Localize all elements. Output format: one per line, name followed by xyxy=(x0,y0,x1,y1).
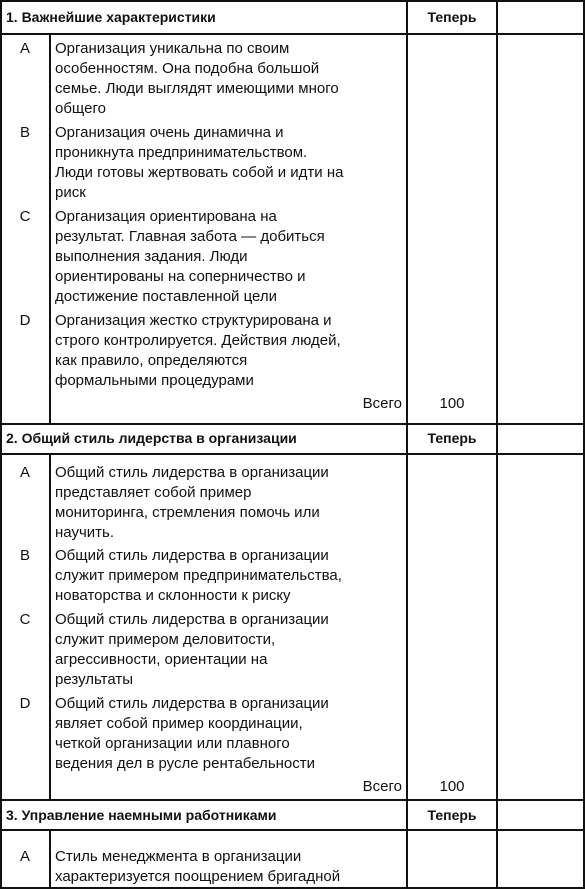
s1-item-a-line-4: общего xyxy=(55,100,106,117)
s2-item-c-line-2: служит примером деловитости, xyxy=(55,631,276,648)
s2-item-d-letter: D xyxy=(19,695,31,712)
section-2-now-label: Теперь xyxy=(427,430,477,446)
s2-item-d-line-4: ведения дел в русле рентабельности xyxy=(55,755,316,772)
section-3-title: 3. Управление наемными работниками xyxy=(6,807,277,823)
s1-item-c-line-2: результат. Главная забота — добиться xyxy=(55,228,325,245)
s1-item-a-line-3: семье. Люди выглядят имеющими много xyxy=(55,80,339,97)
s2-item-c-letter: C xyxy=(19,611,31,628)
section-1-now-label: Теперь xyxy=(427,9,477,25)
s2-item-a-line-4: научить. xyxy=(55,524,115,541)
s1-item-d-line-3: как правило, определяются xyxy=(55,352,248,369)
s3-item-a-letter: A xyxy=(19,848,30,865)
s1-total-value: 100 xyxy=(439,395,465,412)
s1-item-c-letter: C xyxy=(19,208,31,225)
s1-item-a-letter: A xyxy=(19,40,30,57)
s2-item-b-line-3: новаторства и склонности к риску xyxy=(55,587,291,604)
s2-item-a-line-1: Общий стиль лидерства в организации xyxy=(55,464,329,481)
s1-item-d-letter: D xyxy=(19,312,31,329)
s1-item-d-line-4: формальными процедурами xyxy=(55,372,254,389)
s1-item-b-line-2: проникнута предпринимательством. xyxy=(55,144,308,161)
rule-col-extra xyxy=(496,0,498,889)
s2-item-b-line-2: служит примером предпринимательства, xyxy=(55,567,342,584)
s2-item-a-line-3: мониторинга, стремления помочь или xyxy=(55,504,320,521)
section-1-title: 1. Важнейшие характеристики xyxy=(6,9,216,25)
s2-item-d-line-1: Общий стиль лидерства в организации xyxy=(55,695,329,712)
section-3-now-label: Теперь xyxy=(427,807,477,823)
s2-item-a-letter: A xyxy=(19,464,30,481)
s1-item-d-line-1: Организация жестко структурирована и xyxy=(55,312,332,329)
s2-item-d-line-2: являет собой пример координации, xyxy=(55,715,303,732)
s2-total-label: Всего xyxy=(362,778,402,795)
rule-letter-s1 xyxy=(49,33,51,423)
s2-item-d-line-3: четкой организации или плавного xyxy=(55,735,290,752)
s2-item-b-letter: B xyxy=(19,547,30,564)
s1-item-b-line-3: Люди готовы жертвовать собой и идти на xyxy=(55,164,344,181)
s2-item-c-line-4: результаты xyxy=(55,671,133,688)
s1-total-label: Всего xyxy=(362,395,402,412)
s2-item-a-line-2: представляет собой пример xyxy=(55,484,252,501)
s1-item-b-line-4: риск xyxy=(55,184,86,201)
section-2-title: 2. Общий стиль лидерства в организации xyxy=(6,430,297,446)
s3-item-a-line-1: Стиль менеджмента в организации xyxy=(55,848,302,865)
s1-item-c-line-1: Организация ориентирована на xyxy=(55,208,277,225)
s2-item-c-line-1: Общий стиль лидерства в организации xyxy=(55,611,329,628)
s1-item-a-line-2: особенностям. Она подобна большой xyxy=(55,60,320,77)
s2-total-value: 100 xyxy=(439,778,465,795)
s1-item-b-line-1: Организация очень динамична и xyxy=(55,124,284,141)
s3-item-a-line-2: характеризуется поощрением бригадной xyxy=(55,868,341,885)
s2-item-c-line-3: агрессивности, ориентации на xyxy=(55,651,268,668)
s1-item-c-line-4: ориентированы на соперничество и xyxy=(55,268,306,285)
s1-item-a-line-1: Организация уникальна по своим xyxy=(55,40,290,57)
s1-item-b-letter: B xyxy=(19,124,30,141)
s1-item-d-line-2: строго контролируется. Действия людей, xyxy=(55,332,341,349)
s2-item-b-line-1: Общий стиль лидерства в организации xyxy=(55,547,329,564)
s1-item-c-line-5: достижение поставленной цели xyxy=(55,288,277,305)
s1-item-c-line-3: выполнения задания. Люди xyxy=(55,248,248,265)
